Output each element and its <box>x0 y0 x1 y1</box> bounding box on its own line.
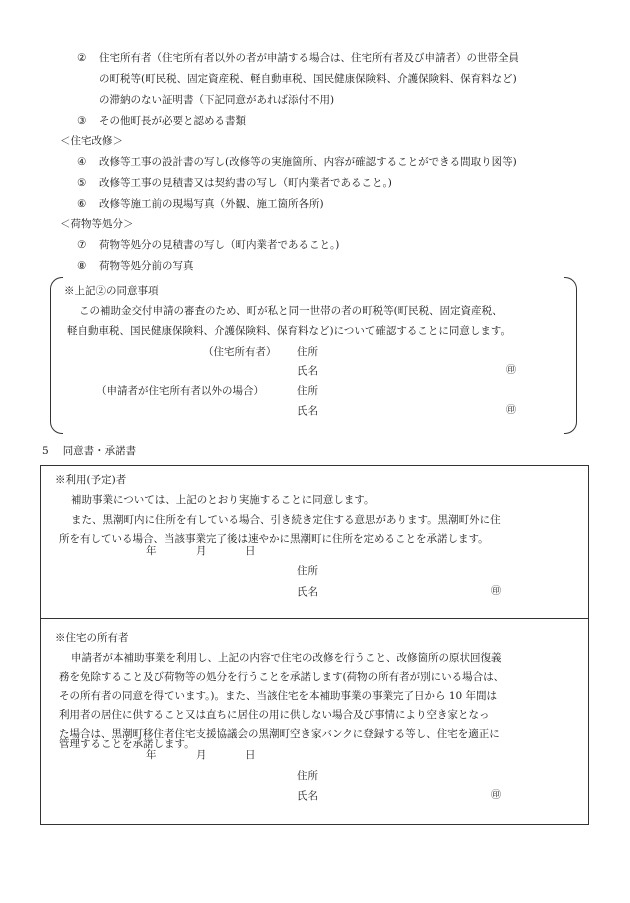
item-number: ⑤ <box>77 177 87 189</box>
section-number: 5 <box>42 445 49 457</box>
applicant-label: （申請者が住宅所有者以外の場合） <box>96 385 264 397</box>
user-date-day: 日 <box>245 545 256 557</box>
list-item-2 <box>77 48 519 68</box>
item-text: 改修等施工前の現場写真（外観、施工箇所各所) <box>99 198 324 210</box>
consent-table-divider <box>40 618 589 619</box>
user-name-label: 氏名 <box>297 586 318 598</box>
item-text: 荷物等処分の見積書の写し（町内業者であること。) <box>99 239 340 251</box>
list-item-6 <box>77 194 324 214</box>
seal-mark: ㊞ <box>491 790 501 801</box>
list-item-3 <box>77 111 246 131</box>
user-date-year: 年 <box>146 545 157 557</box>
owner-block-line-4: 利用者の居住に供すること又は直ちに居住の用に供しない場合及び事情により空き家となっ <box>59 709 490 721</box>
user-address-label: 住所 <box>297 565 318 577</box>
seal-mark: ㊞ <box>506 365 516 376</box>
owner-address-label: 住所 <box>297 346 318 358</box>
bracket-title: ※上記②の同意事項 <box>64 285 159 297</box>
seal-mark: ㊞ <box>506 405 516 416</box>
item-text: 改修等工事の見積書又は契約書の写し（町内業者であること。) <box>99 177 392 189</box>
owner-address-label: 住所 <box>297 770 318 782</box>
owner-date-year: 年 <box>146 749 157 761</box>
list-item-2-cont-1: の町税等(町民税、固定資産税、軽自動車税、国民健康保険料、介護保険料、保育料など) <box>99 73 517 85</box>
item-text: その他町長が必要と認める書類 <box>99 115 246 127</box>
user-block-line-3: 所を有している場合、当該事業完了後は速やかに黒潮町に住所を定めることを承諾します。 <box>59 533 489 545</box>
list-item-7 <box>77 235 339 255</box>
section-5-heading <box>42 441 136 461</box>
owner-date-day: 日 <box>245 749 256 761</box>
section-heading-renovation: ＜住宅改修＞ <box>60 135 123 147</box>
owner-name-label: 氏名 <box>297 365 318 377</box>
list-item-8 <box>77 256 194 276</box>
section-heading-goods: ＜荷物等処分＞ <box>60 218 134 230</box>
left-bracket <box>50 277 63 434</box>
owner-block-line-6: 管理することを承諾します。 <box>59 738 195 750</box>
applicant-address-label: 住所 <box>297 385 318 397</box>
applicant-name-label: 氏名 <box>297 405 318 417</box>
item-number: ③ <box>77 115 87 127</box>
item-number: ⑧ <box>77 260 87 272</box>
owner-block-line-2: 務を免除すること及び荷物等の処分を行うことを承諾します(荷物の所有者が別にいる場合は、 <box>59 671 505 683</box>
owner-block-line-5: た場合は、黒潮町移住者住宅支援協議会の黒潮町空き家バンクに登録する等し、住宅を適正に <box>59 728 500 740</box>
seal-mark: ㊞ <box>491 586 501 597</box>
owner-block-heading: ※住宅の所有者 <box>55 632 129 644</box>
owner-block-line-1: 申請者が本補助事業を利用し、上記の内容で住宅の改修を行うこと、改修箇所の原状回復義 <box>71 652 502 664</box>
list-item-2-cont-2: の滞納のない証明書（下記同意があれば添付不用) <box>99 94 335 106</box>
user-block-heading: ※利用(予定)者 <box>55 474 127 486</box>
item-text: 改修等工事の設計書の写し(改修等の実施箇所、内容が確認することができる間取り図等) <box>99 156 517 168</box>
item-number: ⑦ <box>77 239 87 251</box>
item-number: ④ <box>77 156 87 168</box>
bracket-body-line-1: この補助金交付申請の審査のため、町が私と同一世帯の者の町税等(町民税、固定資産税、 <box>79 305 503 317</box>
list-item-5 <box>77 173 392 193</box>
list-item-4 <box>77 152 517 172</box>
bracket-body-line-2: 軽自動車税、国民健康保険料、介護保険料、保育料など)について確認することに同意します。 <box>67 325 512 337</box>
user-date-month: 月 <box>196 545 207 557</box>
owner-name-label: 氏名 <box>297 790 318 802</box>
owner-block-line-3: その所有者の同意を得ています。)。また、当該住宅を本補助事業の事業完了日から 10 年間は <box>59 690 498 702</box>
item-number: ② <box>77 52 87 64</box>
right-bracket <box>564 277 577 434</box>
user-block-line-1: 補助事業については、上記のとおり実施することに同意します。 <box>71 494 375 506</box>
owner-date-month: 月 <box>196 749 207 761</box>
item-text: 荷物等処分前の写真 <box>99 260 194 272</box>
user-block-line-2: また、黒潮町内に住所を有している場合、引き続き定住する意思があります。黒潮町外に住 <box>71 514 501 526</box>
owner-label: （住宅所有者） <box>203 346 277 358</box>
item-text: 住宅所有者（住宅所有者以外の者が申請する場合は、住宅所有者及び申請者）の世帯全員 <box>99 52 519 64</box>
section-title: 同意書・承諾書 <box>62 445 137 457</box>
item-number: ⑥ <box>77 198 87 210</box>
